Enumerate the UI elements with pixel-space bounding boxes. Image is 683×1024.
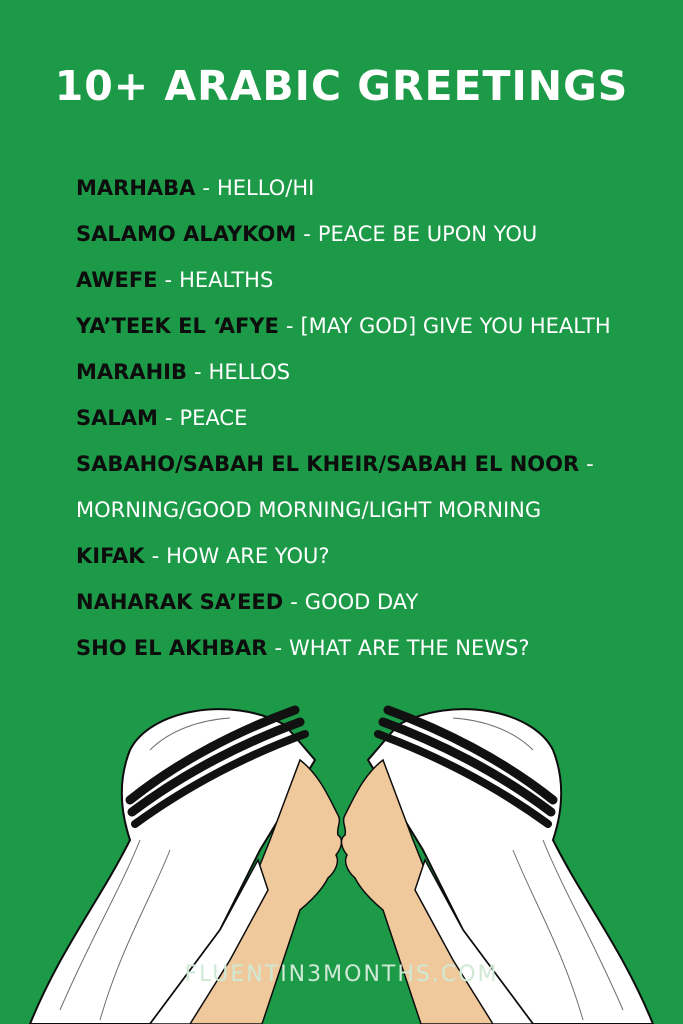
separator: - — [164, 406, 173, 430]
greeting-meaning: GOOD DAY — [304, 590, 419, 614]
greetings-list — [76, 172, 676, 678]
greeting-term: SABAHO/SABAH EL KHEIR/SABAH EL NOOR — [76, 452, 580, 476]
greeting-item — [76, 218, 676, 264]
separator: - — [303, 222, 311, 246]
greeting-item — [76, 402, 676, 448]
greeting-term: AWEFE — [76, 268, 158, 292]
greeting-item — [76, 172, 676, 218]
greeting-meaning: [MAY GOD] GIVE YOU HEALTH — [300, 314, 611, 338]
separator: - — [285, 314, 294, 338]
separator: - — [151, 544, 160, 568]
greeting-term: NAHARAK SA’EED — [76, 590, 284, 614]
greeting-meaning: PEACE BE UPON YOU — [317, 222, 538, 246]
greeting-term: YA’TEEK EL ‘AFYE — [76, 314, 279, 338]
separator: - — [586, 452, 594, 476]
poster-title: 10+ ARABIC GREETINGS — [54, 62, 629, 110]
separator: - — [202, 176, 210, 200]
separator: - — [274, 636, 283, 660]
separator: - — [193, 360, 202, 384]
greeting-item-continued — [76, 494, 676, 540]
website-url: FLUENTIN3MONTHS.COM — [184, 962, 499, 987]
greeting-term: SALAMO ALAYKOM — [76, 222, 297, 246]
greeting-meaning: HELLOS — [208, 360, 291, 384]
greeting-term: SALAM — [76, 406, 158, 430]
greeting-item — [76, 632, 676, 678]
greeting-item — [76, 356, 676, 402]
greeting-meaning: PEACE — [179, 406, 248, 430]
greeting-item — [76, 448, 676, 494]
greeting-item — [76, 540, 676, 586]
greeting-meaning: WHAT ARE THE NEWS? — [289, 636, 530, 660]
greeting-meaning: HELLO/HI — [217, 176, 315, 200]
greeting-term: KIFAK — [76, 544, 145, 568]
greeting-term: SHO EL AKHBAR — [76, 636, 268, 660]
greeting-term: MARHABA — [76, 176, 196, 200]
greeting-item — [76, 310, 676, 356]
greeting-meaning: MORNING/GOOD MORNING/LIGHT MORNING — [76, 498, 542, 522]
separator: - — [164, 268, 173, 292]
greeting-item — [76, 586, 676, 632]
greeting-term: MARAHIB — [76, 360, 187, 384]
greeting-item — [76, 264, 676, 310]
greeting-meaning: HOW ARE YOU? — [166, 544, 330, 568]
greeting-meaning: HEALTHS — [179, 268, 274, 292]
separator: - — [290, 590, 298, 614]
